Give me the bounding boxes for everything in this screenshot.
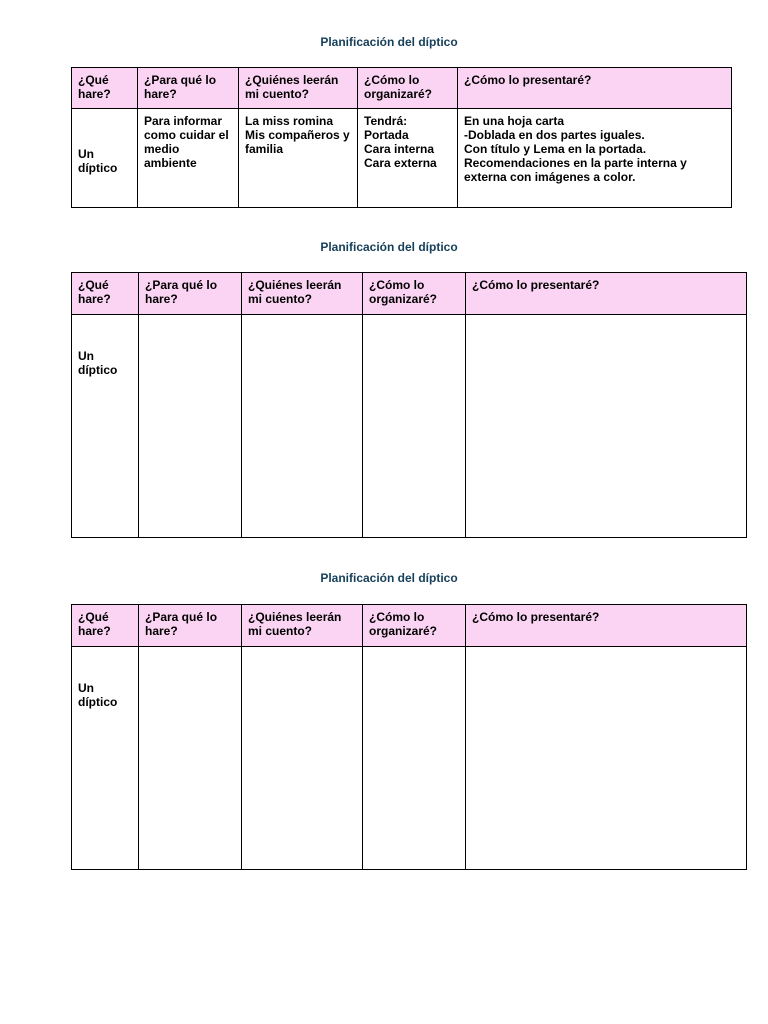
- cell-readers: [242, 647, 363, 870]
- cell-readers: La miss romina Mis compañeros y familia: [239, 109, 358, 208]
- cell-purpose: [139, 315, 242, 538]
- cell-organization: [363, 647, 466, 870]
- cell-presentation: En una hoja carta -Doblada en dos partes iguales. Con título y Lema en la portada. Recomendaciones en la parte interna y externa con imágenes a color.: [458, 109, 732, 208]
- cell-readers: [242, 315, 363, 538]
- header-cell-organization: ¿Cómo lo organizaré?: [363, 605, 466, 647]
- cell-presentation: [466, 647, 747, 870]
- header-cell-presentation: ¿Cómo lo presentaré?: [466, 605, 747, 647]
- section-title: Planificación del díptico: [320, 35, 458, 49]
- table-header-row: [72, 605, 747, 647]
- cell-what: Un díptico: [72, 647, 139, 870]
- planning-table: [71, 272, 747, 538]
- table-row: [72, 315, 747, 538]
- table-header-row: [72, 68, 732, 109]
- header-cell-readers: ¿Quiénes leerán mi cuento?: [242, 605, 363, 647]
- table-header-row: [72, 273, 747, 315]
- cell-what: Un díptico: [72, 109, 138, 208]
- cell-organization: [363, 315, 466, 538]
- section-title: Planificación del díptico: [320, 240, 458, 254]
- planning-table: [71, 604, 747, 870]
- header-cell-what: ¿Qué hare?: [72, 68, 138, 109]
- section-title: Planificación del díptico: [320, 571, 458, 585]
- table-row: [72, 647, 747, 870]
- cell-purpose: Para informar como cuidar el medio ambiente: [138, 109, 239, 208]
- cell-what: Un díptico: [72, 315, 139, 538]
- header-cell-readers: ¿Quiénes leerán mi cuento?: [242, 273, 363, 315]
- header-cell-purpose: ¿Para qué lo hare?: [139, 605, 242, 647]
- cell-presentation: [466, 315, 747, 538]
- planning-table: [71, 67, 732, 208]
- header-cell-what: ¿Qué hare?: [72, 605, 139, 647]
- header-cell-presentation: ¿Cómo lo presentaré?: [466, 273, 747, 315]
- header-cell-presentation: ¿Cómo lo presentaré?: [458, 68, 732, 109]
- table-row: [72, 109, 732, 208]
- header-cell-organization: ¿Cómo lo organizaré?: [358, 68, 458, 109]
- header-cell-purpose: ¿Para qué lo hare?: [139, 273, 242, 315]
- header-cell-readers: ¿Quiénes leerán mi cuento?: [239, 68, 358, 109]
- header-cell-purpose: ¿Para qué lo hare?: [138, 68, 239, 109]
- header-cell-organization: ¿Cómo lo organizaré?: [363, 273, 466, 315]
- cell-purpose: [139, 647, 242, 870]
- cell-organization: Tendrá: Portada Cara interna Cara externa: [358, 109, 458, 208]
- header-cell-what: ¿Qué hare?: [72, 273, 139, 315]
